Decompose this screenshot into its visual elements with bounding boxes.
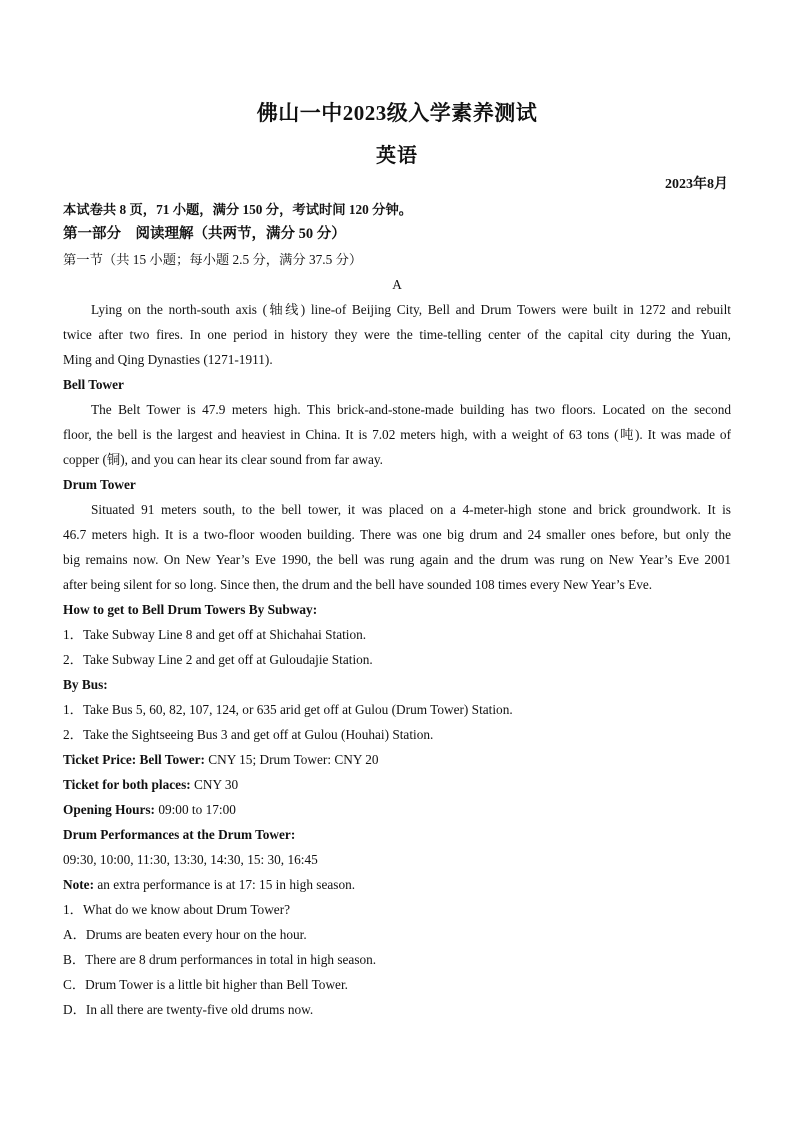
opening-hours-label: Opening Hours: bbox=[63, 802, 159, 817]
subway-heading: How to get to Bell Drum Towers By Subway: bbox=[63, 602, 318, 617]
subject-title: 英语 bbox=[376, 145, 418, 167]
ticket-both-value: CNY 30 bbox=[194, 777, 239, 792]
paragraph-line: copper (铜), and you can hear its clear sound from far away. bbox=[63, 452, 383, 467]
section-one-heading: 第一节（共 15 小题；每小题 2.5 分，满分 37.5 分） bbox=[63, 252, 363, 267]
ticket-both-label: Ticket for both places: bbox=[63, 777, 194, 792]
paragraph-line: Situated 91 meters south, to the bell tower, it was placed on a 4-meter-high stone and brick groundwork. It is bbox=[91, 502, 731, 517]
opening-hours-row bbox=[63, 797, 731, 822]
bus-heading: By Bus: bbox=[63, 677, 108, 692]
performances-heading: Drum Performances at the Drum Tower: bbox=[63, 827, 296, 842]
paragraph-line: Lying on the north-south axis (轴线) line-of Beijing City, Bell and Drum Towers were built in 1272 and rebuilt bbox=[91, 302, 731, 317]
drum-tower-heading: Drum Tower bbox=[63, 477, 136, 492]
answer-option-d: D．In all there are twenty-five old drums now. bbox=[63, 1002, 314, 1017]
exam-summary: 本试卷共 8 页，71 小题，满分 150 分，考试时间 120 分钟。 bbox=[63, 202, 413, 217]
note-label: Note: bbox=[63, 877, 98, 892]
ticket-both-row bbox=[63, 772, 731, 797]
answer-option-c: C．Drum Tower is a little bit higher than Bell Tower. bbox=[63, 977, 348, 992]
performances-times: 09:30, 10:00, 11:30, 13:30, 14:30, 15: 30, 16:45 bbox=[63, 852, 318, 867]
subway-item: 1．Take Subway Line 8 and get off at Shichahai Station. bbox=[63, 627, 367, 642]
bus-item: 2．Take the Sightseeing Bus 3 and get off at Gulou (Houhai) Station. bbox=[63, 727, 434, 742]
paragraph-line: after being silent for so long. Since then, the drum and the bell have sounded 108 times every New Year’s Eve. bbox=[63, 577, 653, 592]
paragraph-line: twice after two fires. In one period in history they were the time-telling center of the capital city during the Yuan, bbox=[63, 327, 731, 342]
subway-item: 2．Take Subway Line 2 and get off at Guloudajie Station. bbox=[63, 652, 373, 667]
answer-option-b: B．There are 8 drum performances in total in high season. bbox=[63, 952, 377, 967]
paragraph-line: big remains now. On New Year’s Eve 1990, the bell was rung again and the drum was rung on New Year’s Eve 2001 bbox=[63, 552, 731, 567]
exam-title: 佛山一中2023级入学素养测试 bbox=[256, 101, 538, 125]
ticket-price-value: CNY 15; Drum Tower: CNY 20 bbox=[208, 752, 379, 767]
opening-hours-value: 09:00 to 17:00 bbox=[158, 802, 236, 817]
paragraph-line: 46.7 meters high. It is a two-floor wooden building. There was one big drum and 24 smaller ones before, but only the bbox=[63, 527, 731, 542]
paragraph-line: Ming and Qing Dynasties (1271-1911). bbox=[63, 352, 273, 367]
bus-item: 1．Take Bus 5, 60, 82, 107, 124, or 635 arid get off at Gulou (Drum Tower) Station. bbox=[63, 702, 513, 717]
exam-date: 2023年8月 bbox=[665, 177, 728, 192]
part-one-heading: 第一部分 阅读理解（共两节，满分 50 分） bbox=[63, 226, 346, 242]
passage-label: A bbox=[392, 277, 402, 292]
paragraph-line: floor, the bell is the largest and heaviest in China. It is 7.02 meters high, with a weight of 63 tons (吨). It was made of bbox=[63, 427, 731, 442]
ticket-price-row bbox=[63, 747, 731, 772]
note-value: an extra performance is at 17: 15 in high season. bbox=[97, 877, 356, 892]
question-stem: 1．What do we know about Drum Tower? bbox=[63, 902, 291, 917]
paragraph-line: The Belt Tower is 47.9 meters high. This brick-and-stone-made building has two floors. Located on the second bbox=[91, 402, 731, 417]
bell-tower-heading: Bell Tower bbox=[63, 377, 124, 392]
ticket-price-label: Ticket Price: Bell Tower: bbox=[63, 752, 209, 767]
answer-option-a: A．Drums are beaten every hour on the hour. bbox=[63, 927, 307, 942]
note-row bbox=[63, 872, 731, 897]
exam-content bbox=[63, 197, 731, 1022]
